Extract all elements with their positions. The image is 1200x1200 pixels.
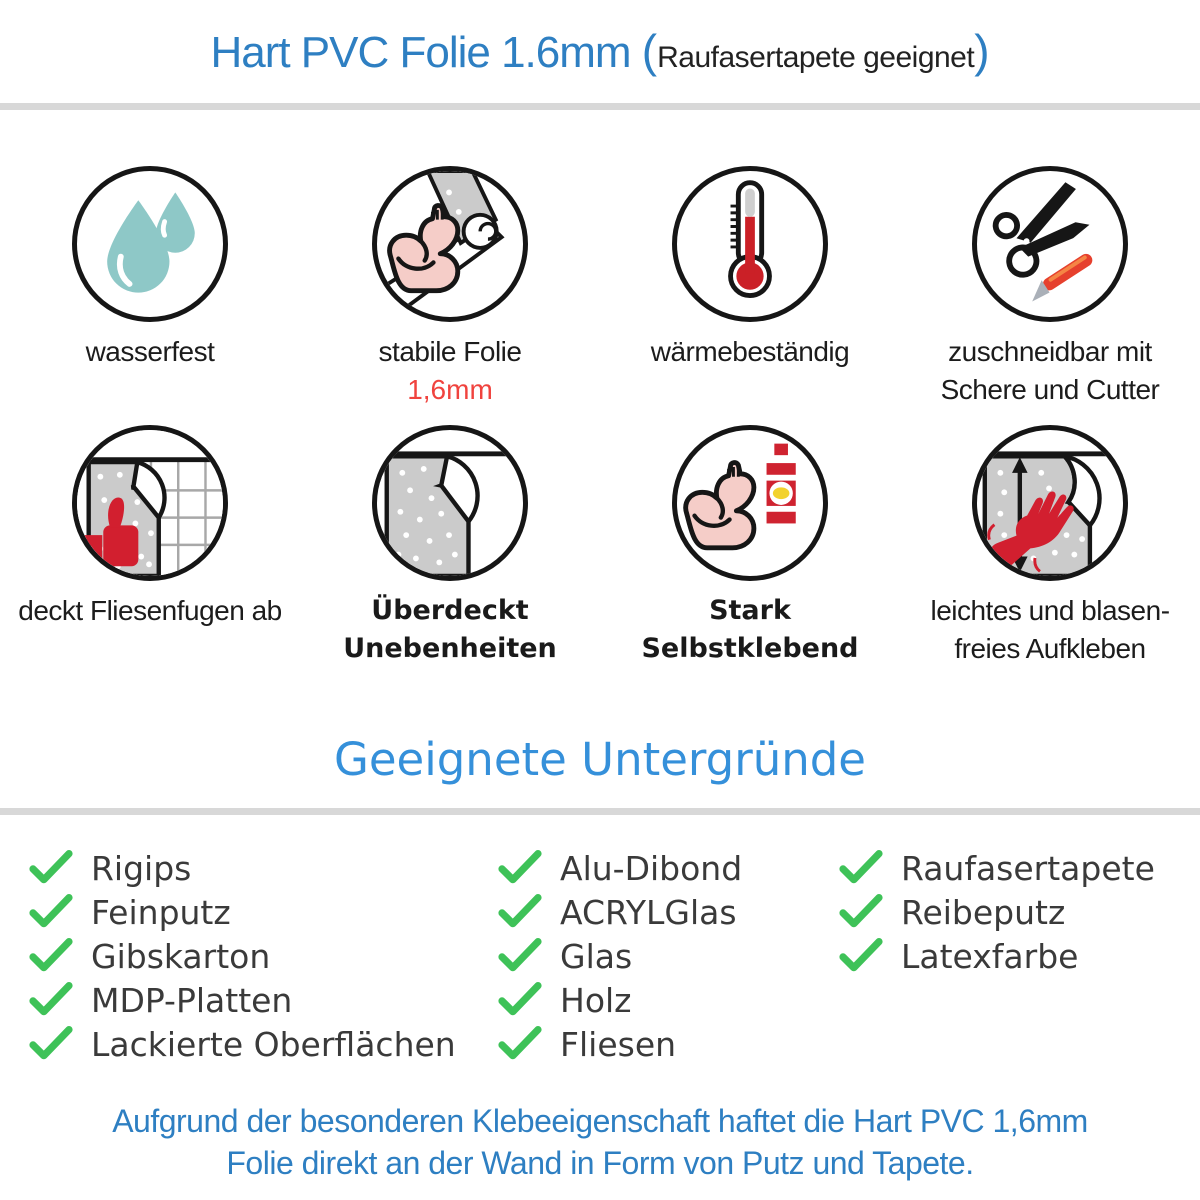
list-item	[497, 934, 742, 978]
list-item-label: Rigips	[91, 848, 192, 888]
caption-line: deckt Fliesenfugen ab	[18, 595, 282, 626]
list-item-label: Alu-Dibond	[560, 848, 743, 888]
list-item	[28, 934, 456, 978]
check-icon	[838, 894, 884, 930]
caption-line: wärmebeständig	[650, 336, 850, 367]
footer-note	[0, 1100, 1200, 1184]
title-main: Hart PVC Folie 1.6mm	[210, 28, 642, 77]
footer-line-2: Folie direkt an der Wand in Form von Putz und Tapete.	[226, 1145, 974, 1181]
list-item	[838, 846, 1155, 890]
caption-line: Stark	[709, 595, 791, 626]
check-icon	[497, 982, 543, 1018]
list-item	[497, 1022, 742, 1066]
list-item-label: Raufasertapete	[901, 848, 1155, 888]
substrates-column-2	[497, 846, 742, 1066]
feature-caption	[379, 333, 522, 409]
divider-top	[0, 103, 1200, 110]
page-title	[0, 20, 1200, 94]
caption-line: freies Aufkleben	[954, 633, 1146, 664]
check-icon	[28, 894, 74, 930]
scissors-cutter-icon	[972, 166, 1128, 322]
caption-line: Unebenheiten	[343, 633, 557, 664]
list-item-label: Reibeputz	[901, 892, 1066, 932]
feature-caption	[930, 592, 1169, 668]
feature-row-1	[0, 166, 1200, 409]
feature-aufkleben	[900, 425, 1200, 668]
caption-line: Schere und Cutter	[940, 374, 1160, 405]
list-item	[28, 1022, 456, 1066]
list-item	[838, 934, 1155, 978]
substrates-column-3	[838, 846, 1155, 978]
check-icon	[497, 850, 543, 886]
list-item-label: Latexfarbe	[901, 936, 1079, 976]
list-item-label: Holz	[560, 980, 632, 1020]
feature-caption	[641, 592, 858, 668]
hand-smoothing-arrow-icon	[972, 425, 1128, 581]
list-item	[28, 890, 456, 934]
check-icon	[838, 850, 884, 886]
check-icon	[28, 938, 74, 974]
caption-line: leichtes und blasen-	[930, 595, 1170, 626]
caption-line: Überdeckt	[371, 595, 529, 626]
list-item-label: Glas	[560, 936, 633, 976]
divider-middle	[0, 808, 1200, 815]
list-item-label: MDP-Platten	[91, 980, 293, 1020]
feature-caption	[343, 592, 557, 668]
feature-unebenheiten	[300, 425, 600, 668]
feature-selbstklebend	[600, 425, 900, 668]
check-icon	[497, 894, 543, 930]
footer-line-1: Aufgrund der besonderen Klebeeigenschaft haftet die Hart PVC 1,6mm	[112, 1103, 1088, 1139]
list-item	[28, 978, 456, 1022]
caption-line: stabile Folie	[378, 336, 522, 367]
caption-line: wasserfest	[85, 336, 215, 367]
tile-joints-thumb-up-icon	[72, 425, 228, 581]
feature-caption	[18, 592, 281, 630]
check-icon	[28, 982, 74, 1018]
list-item	[838, 890, 1155, 934]
caption-line: zuschneidbar mit	[948, 336, 1152, 367]
feature-caption	[941, 333, 1160, 409]
list-item-label: Gibskarton	[91, 936, 271, 976]
list-item-label: ACRYLGlas	[560, 892, 737, 932]
paren-close: )	[974, 25, 990, 77]
title-subtitle: Raufasertapete geeignet	[657, 41, 975, 74]
muscle-glue-tube-icon	[672, 425, 828, 581]
list-item	[28, 846, 456, 890]
thermometer-icon	[672, 166, 828, 322]
check-icon	[28, 1026, 74, 1062]
list-item-label: Fliesen	[560, 1024, 677, 1064]
substrates-column-1	[28, 846, 456, 1066]
caption-highlight: 1,6mm	[407, 374, 493, 405]
list-item	[497, 978, 742, 1022]
water-drops-icon	[72, 166, 228, 322]
check-icon	[28, 850, 74, 886]
check-icon	[838, 938, 884, 974]
paren-open: (	[641, 25, 658, 77]
substrates-heading: Geeignete Untergründe	[333, 733, 866, 786]
list-item-label: Feinputz	[91, 892, 231, 932]
feature-wasserfest	[0, 166, 300, 409]
dotted-foil-fold-icon	[372, 425, 528, 581]
check-icon	[497, 1026, 543, 1062]
feature-caption	[651, 333, 849, 371]
muscle-foil-roll-icon	[372, 166, 528, 322]
feature-fliesenfugen	[0, 425, 300, 668]
feature-waermebestaendig	[600, 166, 900, 409]
caption-line: Selbstklebend	[641, 633, 859, 664]
feature-zuschneidbar	[900, 166, 1200, 409]
check-icon	[497, 938, 543, 974]
feature-row-2	[0, 425, 1200, 668]
feature-caption	[86, 333, 215, 371]
list-item-label: Lackierte Oberflächen	[91, 1024, 456, 1064]
feature-stabile-folie	[300, 166, 600, 409]
list-item	[497, 890, 742, 934]
list-item	[497, 846, 742, 890]
